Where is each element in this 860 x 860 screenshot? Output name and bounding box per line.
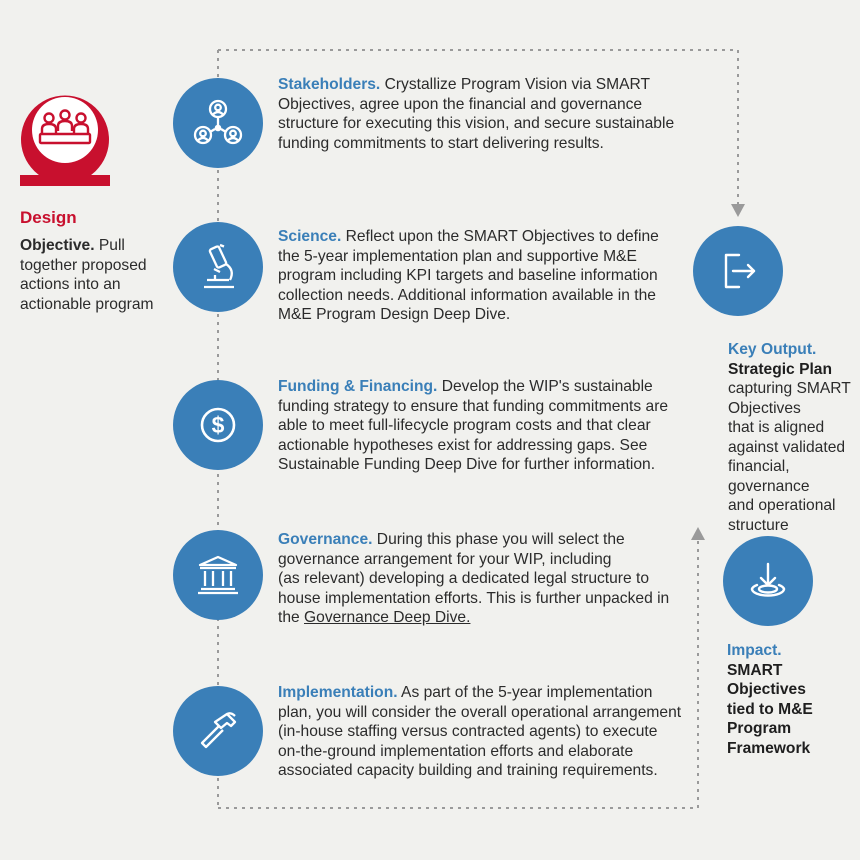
stage-line: Reflect upon the SMART Objectives to define [341,228,659,245]
design-objective [20,236,170,314]
microscope-icon [193,242,243,292]
key-output-line: capturing SMART [728,380,851,397]
stage-line: on-the-ground implementation efforts and elaborate [278,742,634,760]
key-output-line: against validated [728,438,846,456]
stage-funding [278,377,698,475]
stage-line: the 5-year implementation plan and supportive M&E [278,247,637,265]
stage-line: structure for executing this vision, and secure sustainable [278,115,675,132]
stage-line: collection needs. Additional information available in the [278,286,656,304]
objective-line-2: together proposed [20,256,147,274]
impact-title: Impact. [727,642,782,659]
governance-icon-circle [173,530,263,620]
stage-stakeholders [278,75,698,153]
svg-text:$: $ [211,412,225,438]
governance-deep-dive-link[interactable]: Governance Deep Dive. [304,609,471,626]
target-landing-icon [743,556,793,606]
stage-line: house implementation efforts. This is further unpacked in [278,589,670,607]
impact-icon-circle [723,536,813,626]
stage-line: During this phase you will select the [372,531,625,548]
impact-line: SMART [727,661,783,679]
stage-line: Develop the WIP's sustainable [437,378,653,395]
key-output-line: Objectives [728,399,801,417]
stakeholders-network-icon [193,98,243,148]
stage-line: able to meet full-lifecycle program costs and that clear [278,417,651,434]
stage-line: Crystallize Program Vision via SMART [380,76,651,93]
stage-title: Stakeholders. [278,76,381,93]
impact-line: Program [727,720,792,737]
hammer-icon [193,706,243,756]
impact-line: tied to M&E [727,700,813,718]
stage-title: Implementation. [278,684,398,701]
design-icon [20,84,110,186]
science-icon-circle [173,222,263,312]
stage-line: M&E Program Design Deep Dive. [278,306,511,323]
stage-line: Sustainable Funding Deep Dive for further information. [278,456,656,473]
stage-line: funding commitments to start delivering results. [278,134,604,152]
stage-line: Objectives, agree upon the financial and governance [278,95,643,113]
impact-line: Objectives [727,681,806,698]
key-output-title: Key Output. [728,341,817,358]
objective-label: Objective. [20,237,95,254]
stage-line: the [278,609,305,626]
stage-line: (in-house staffing versus contracted agents) to execute [278,723,658,740]
objective-line-4: actionable program [20,295,154,313]
stage-line: funding strategy to ensure that funding commitments are [278,397,669,415]
key-output-line: financial, [728,458,790,475]
design-title-text: Design [20,208,77,227]
key-output-icon-circle [693,226,783,316]
key-output-text [728,340,858,535]
stage-line: governance arrangement for your WIP, including [278,550,612,568]
objective-line-3: actions into an [20,276,121,293]
key-output-line: that is aligned [728,419,825,436]
export-arrow-icon [713,246,763,296]
objective-line-1: Pull [98,237,125,254]
stage-line: plan, you will consider the overall operational arrangement [278,703,682,721]
stage-line: (as relevant) developing a dedicated legal structure to [278,570,650,587]
dollar-coin-icon [193,400,243,450]
stage-line: As part of the 5-year implementation [397,684,653,701]
stage-title: Governance. [278,531,373,548]
impact-line: Framework [727,739,811,757]
stakeholders-icon-circle [173,78,263,168]
stage-line: associated capacity building and training requirements. [278,762,658,779]
government-building-icon [193,550,243,600]
funding-icon-circle [173,380,263,470]
stage-line: actionable hypotheses exist for addressing gaps. See [278,436,648,454]
stage-science [278,227,698,325]
key-output-line: and operational [728,497,836,514]
key-output-line: structure [728,516,789,534]
key-output-bold: Strategic Plan [728,360,832,378]
stage-governance [278,530,698,628]
implementation-icon-circle [173,686,263,776]
impact-text [727,641,847,758]
stage-line: program including KPI targets and baseline information [278,267,658,284]
stage-title: Funding & Financing. [278,378,438,395]
arrow-down-head [731,204,745,217]
design-title [20,208,77,228]
stage-title: Science. [278,228,342,245]
stage-implementation [278,683,698,781]
key-output-line: governance [728,477,810,495]
